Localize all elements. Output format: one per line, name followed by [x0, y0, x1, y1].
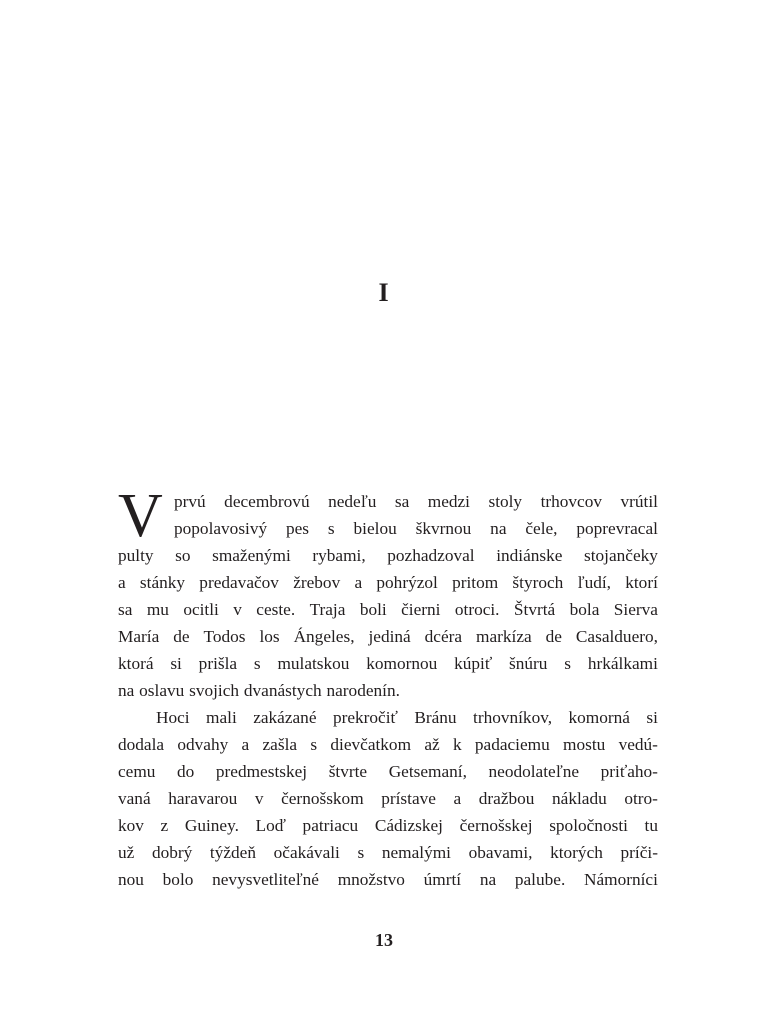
text-line: popolavosivý pes s bielou škvrnou na čele, poprevracal [174, 519, 658, 538]
chapter-number: I [378, 278, 390, 307]
text-line: nou bolo nevysvetliteľné množstvo úmrtí na palube. Námorníci [118, 870, 658, 889]
text-line: už dobrý týždeň očakávali s nemalými obavami, ktorých príči- [118, 843, 658, 862]
text-line: dodala odvahy a zašla s dievčatkom až k padaciemu mostu vedú- [118, 735, 658, 754]
body-text [118, 482, 658, 893]
text-line: pulty so smaženými rybami, pozhadzoval indiánske stojančeky [118, 546, 658, 565]
text-line: sa mu ocitli v ceste. Traja boli čierni otroci. Štvrtá bola Sierva [118, 600, 658, 619]
page-number: 13 [375, 930, 393, 950]
text-line: cemu do predmestskej štvrte Getsemaní, neodolateľne priťaho- [118, 762, 658, 781]
text-line: kov z Guiney. Loď patriacu Cádizskej černošskej spoločnosti tu [118, 816, 658, 835]
text-line: Hoci mali zakázané prekročiť Bránu trhovníkov, komorná si [156, 708, 658, 727]
text-line: vaná haravarou v černošskom prístave a dražbou nákladu otro- [118, 789, 658, 808]
text-line: María de Todos los Ángeles, jediná dcéra markíza de Casalduero, [118, 627, 658, 646]
text-line: prvú decembrovú nedeľu sa medzi stoly trhovcov vrútil [174, 492, 658, 511]
text-line: a stánky predavačov žrebov a pohrýzol pritom štyroch ľudí, ktorí [118, 573, 658, 592]
text-line: ktorá si prišla s mulatskou komornou kúpiť šnúru s hrkálkami [118, 654, 658, 673]
text-line: na oslavu svojich dvanástych narodenín. [118, 681, 400, 700]
drop-cap: V [118, 482, 163, 550]
